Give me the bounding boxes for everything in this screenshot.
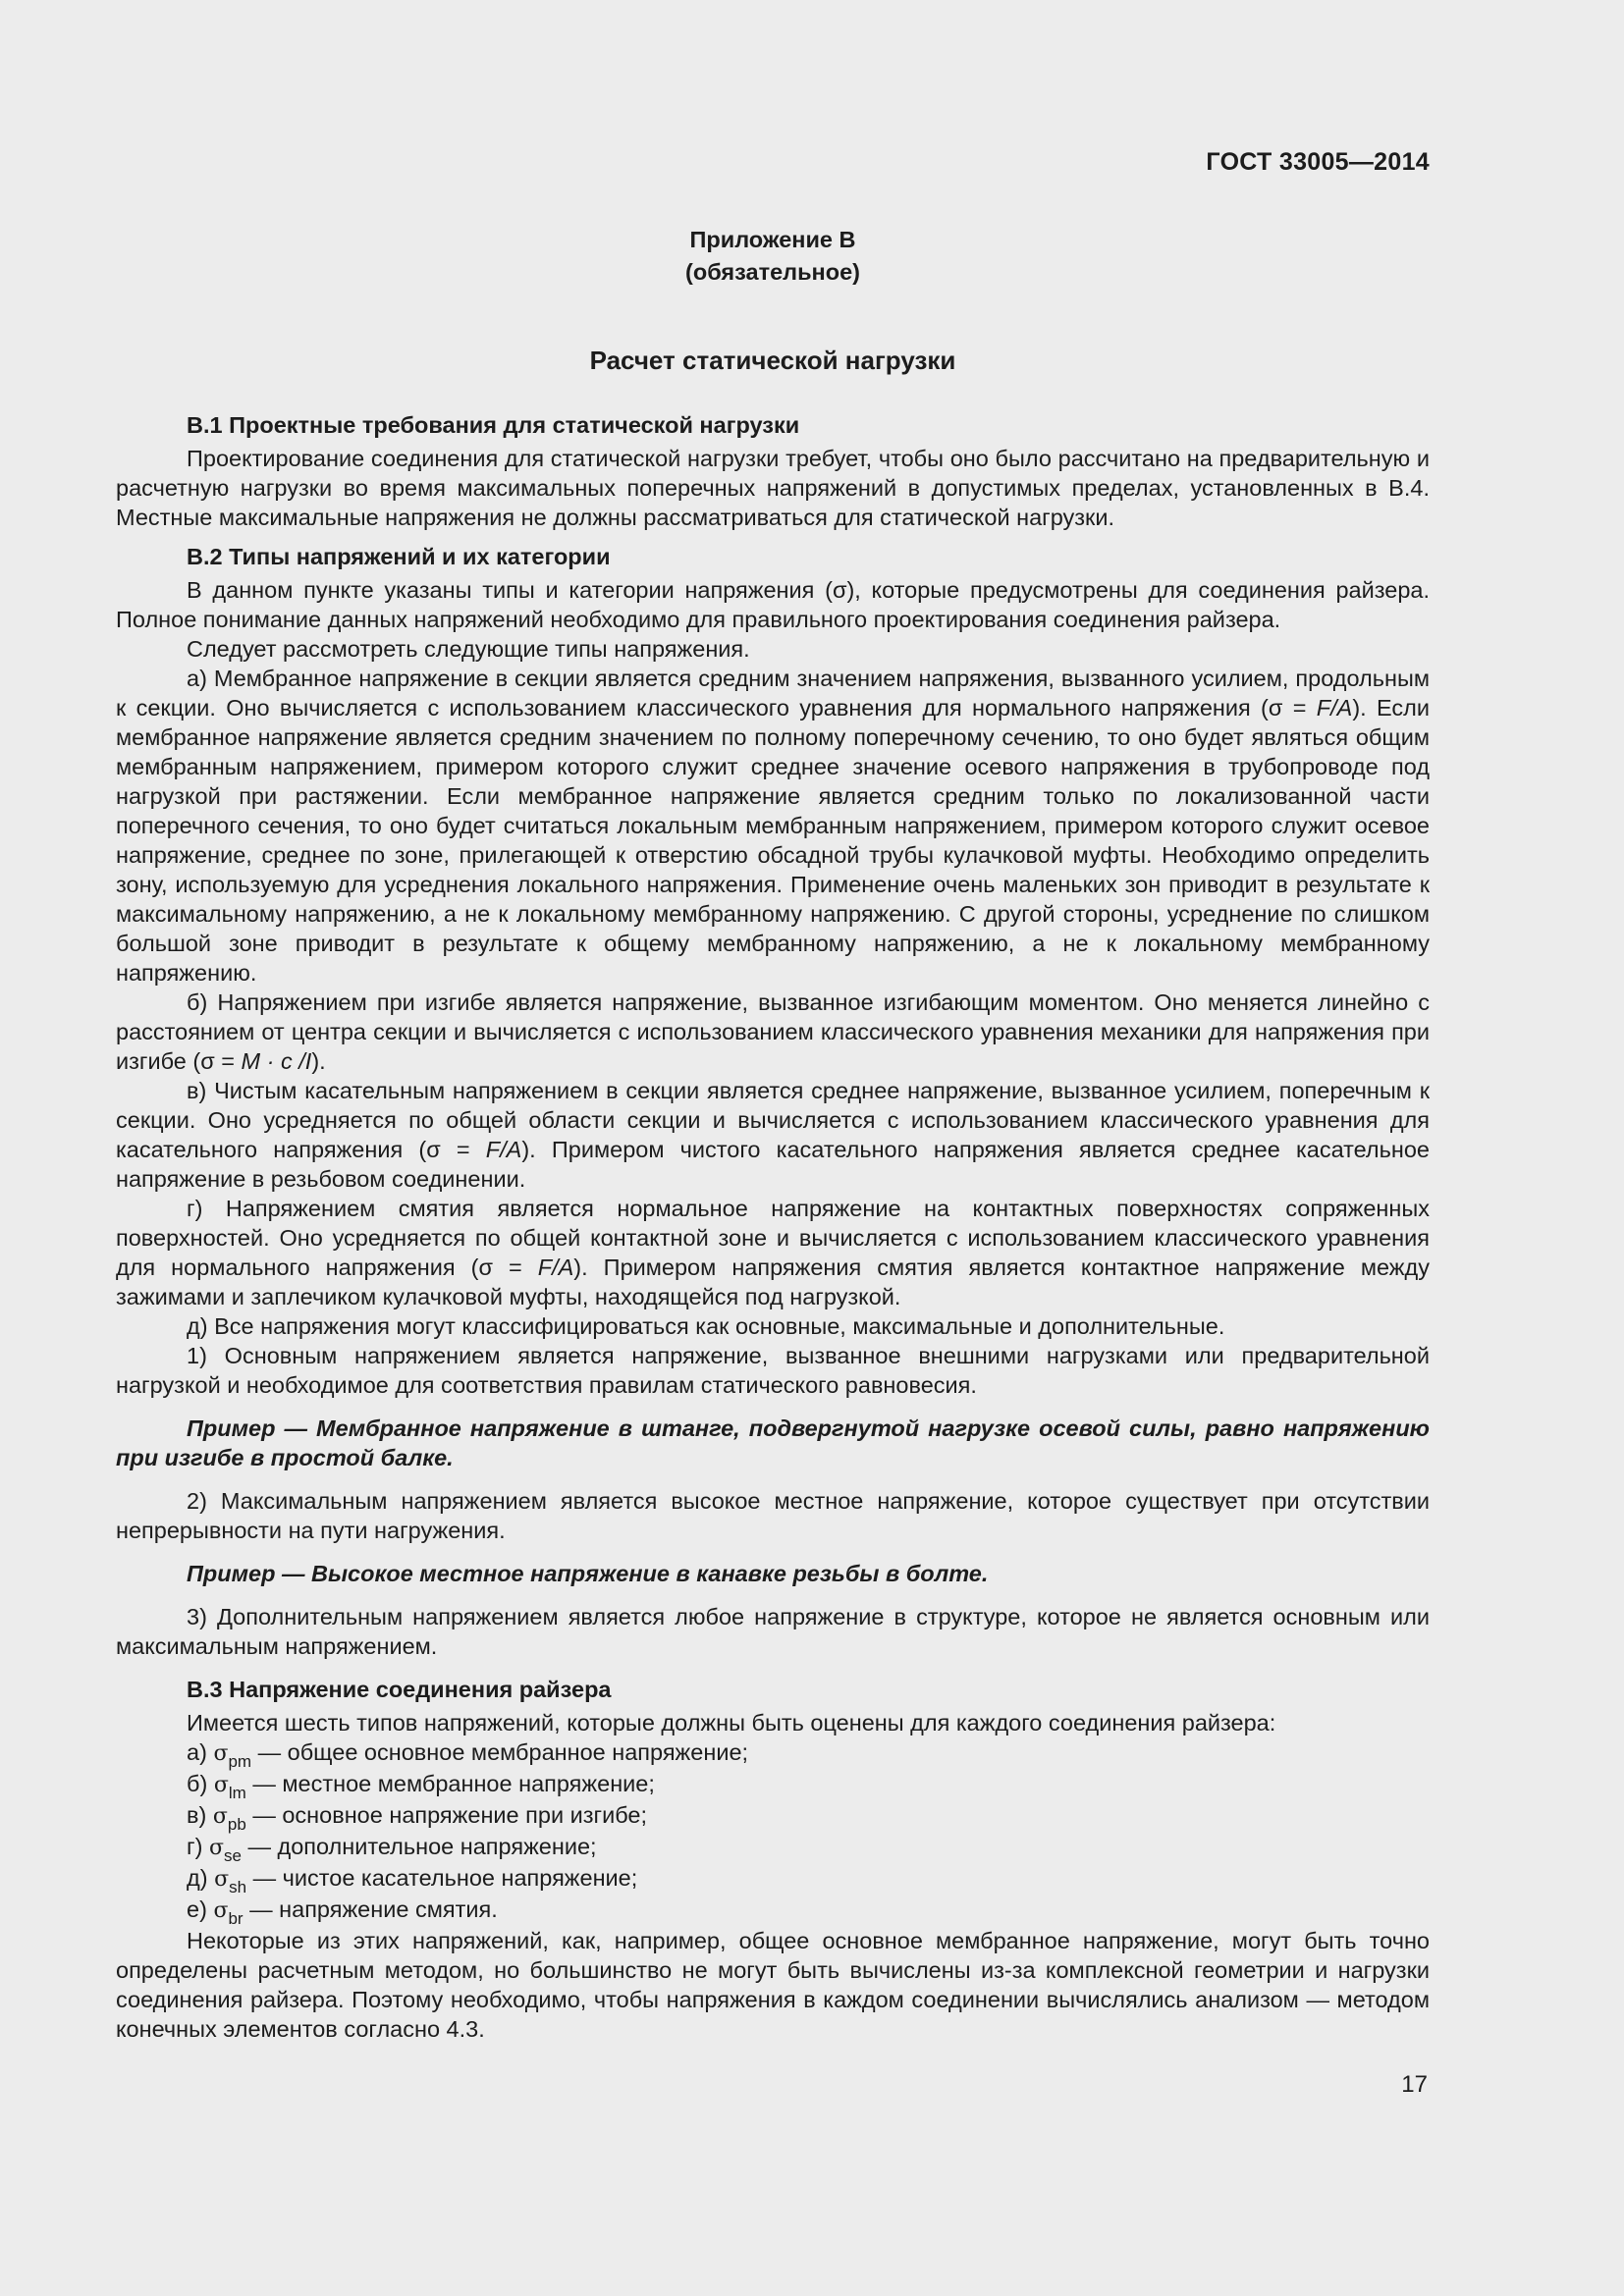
section-heading-b3: В.3 Напряжение соединения райзера [187, 1677, 612, 1702]
list-item: е) $\sigma_{br}$ — напряжение смятия. [187, 1896, 498, 1928]
section-heading-b1: В.1 Проектные требования для статической нагрузки [187, 412, 800, 438]
list-item-b-bending: б) Напряжением при изгибе является напряжение, вызванное изгибающим моментом. Оно меняется линейно с расстоянием от центра секции и вычисляется с использованием классического уравнения механики для напряжения при изгибе (σ = M · c /I). [116, 989, 1430, 1074]
page-title: Расчет статической нагрузки [589, 346, 956, 375]
paragraph-b3-closing: Некоторые из этих напряжений, как, например, общее основное мембранное напряжение, могут быть точно определены расчетным методом, но большинство не могут быть вычислены из-за комплексной геометрии и нагрузки соединения райзера. Поэтому необходимо, чтобы напряжения в каждом соединении вычислялись анализом — методом конечных элементов согласно 4.3. [116, 1928, 1430, 2042]
example-2: Пример — Высокое местное напряжение в канавке резьбы в болте. [187, 1561, 989, 1586]
list-item-v-shear: в) Чистым касательным напряжением в секции является среднее напряжение, вызванное усилием, поперечным к секции. Оно усредняется по общей области секции и вычисляется с использованием классического уравнения для касательного напряжения (σ = F/A). Примером чистого касательного напряжения является среднее касательное напряжение в резьбовом соединении. [116, 1078, 1430, 1192]
page-number: 17 [1401, 2071, 1428, 2098]
paragraph-b2-intro: В данном пункте указаны типы и категории напряжения (σ), которые предусмотрены для соединения райзера. Полное понимание данных напряжений необходимо для правильного проектирования соединения райзера. [116, 577, 1430, 632]
list-item: г) $\sigma_{se}$ — дополнительное напряжение; [187, 1834, 597, 1865]
paragraph-b1: Проектирование соединения для статической нагрузки требует, чтобы оно было рассчитано на предварительную и расчетную нагрузки во время максимальных поперечных напряжений в допустимых пределах, установленных в В.4. Местные максимальные напряжения не должны рассматриваться для статической нагрузки. [116, 446, 1430, 530]
appendix-label: Приложение В [689, 227, 856, 252]
stress-types-list [116, 1737, 1430, 1926]
list-item-3-secondary: 3) Дополнительным напряжением является любое напряжение в структуре, которое не является основным или максимальным напряжением. [116, 1604, 1430, 1659]
example-1: Пример — Мембранное напряжение в штанге, подвергнутой нагрузке осевой силы, равно напряжению при изгибе в простой балке. [116, 1415, 1430, 1470]
list-item-1-primary: 1) Основным напряжением является напряжение, вызванное внешними нагрузками или предварительной нагрузкой и необходимое для соответствия правилам статического равновесия. [116, 1343, 1430, 1398]
list-item-a-membrane: а) Мембранное напряжение в секции является средним значением напряжения, вызванного усилием, продольным к секции. Оно вычисляется с использованием классического уравнения для нормального напряжения (σ = F/A). Если мембранное напряжение является средним значением по полному поперечному сечению, то оно будет являться общим мембранным напряжением, примером которого служит среднее значение осевого напряжения в трубопроводе под нагрузкой при растяжении. Если мембранное напряжение является средним только по локализованной части поперечного сечения, то оно будет считаться локальным мембранным напряжением, примером которого служит осевое напряжение, среднее по зоне, прилегающей к отверстию обсадной трубы кулачковой муфты. Необходимо определить зону, используемую для усреднения локального напряжения. Применение очень маленьких зон приводит в результате к максимальному напряжению, а не к локальному мембранному напряжению. С другой стороны, усреднение по слишком большой зоне приводит в результате к общему мембранному напряжению, а не к локальному мембранному напряжению. [116, 666, 1430, 986]
appendix-heading [0, 224, 1545, 289]
list-item: в) $\sigma_{pb}$ — основное напряжение при изгибе; [187, 1802, 647, 1834]
paragraph-b3-intro: Имеется шесть типов напряжений, которые должны быть оценены для каждого соединения райзера: [187, 1710, 1276, 1735]
document-id-header: ГОСТ 33005—2014 [1206, 148, 1430, 176]
paragraph-b2-types: Следует рассмотреть следующие типы напряжения. [187, 636, 750, 662]
document-body [116, 410, 1430, 2044]
appendix-status: (обязательное) [685, 259, 860, 285]
list-item-2-peak: 2) Максимальным напряжением является высокое местное напряжение, которое существует при отсутствии непрерывности на пути нагружения. [116, 1488, 1430, 1543]
list-item: д) $\sigma_{sh}$ — чистое касательное напряжение; [187, 1865, 638, 1896]
formula: F/A [537, 1255, 574, 1280]
section-heading-b2: В.2 Типы напряжений и их категории [187, 544, 611, 569]
list-item: б) $\sigma_{lm}$ — местное мембранное напряжение; [187, 1771, 655, 1802]
list-item-d-classification: д) Все напряжения могут классифицироваться как основные, максимальные и дополнительные. [187, 1313, 1225, 1339]
list-item-g-bearing: г) Напряжением смятия является нормальное напряжение на контактных поверхностях сопряженных поверхностей. Оно усредняется по общей контактной зоне и вычисляется с использованием классического уравнения для нормального напряжения (σ = F/A). Примером напряжения смятия является контактное напряжение между зажимами и заплечиком кулачковой муфты, находящейся под нагрузкой. [116, 1196, 1430, 1309]
formula: F/A [485, 1137, 522, 1162]
formula: M · c /I [241, 1048, 312, 1074]
formula: F/A [1316, 695, 1353, 721]
list-item: а) $\sigma_{pm}$ — общее основное мембранное напряжение; [187, 1739, 749, 1771]
